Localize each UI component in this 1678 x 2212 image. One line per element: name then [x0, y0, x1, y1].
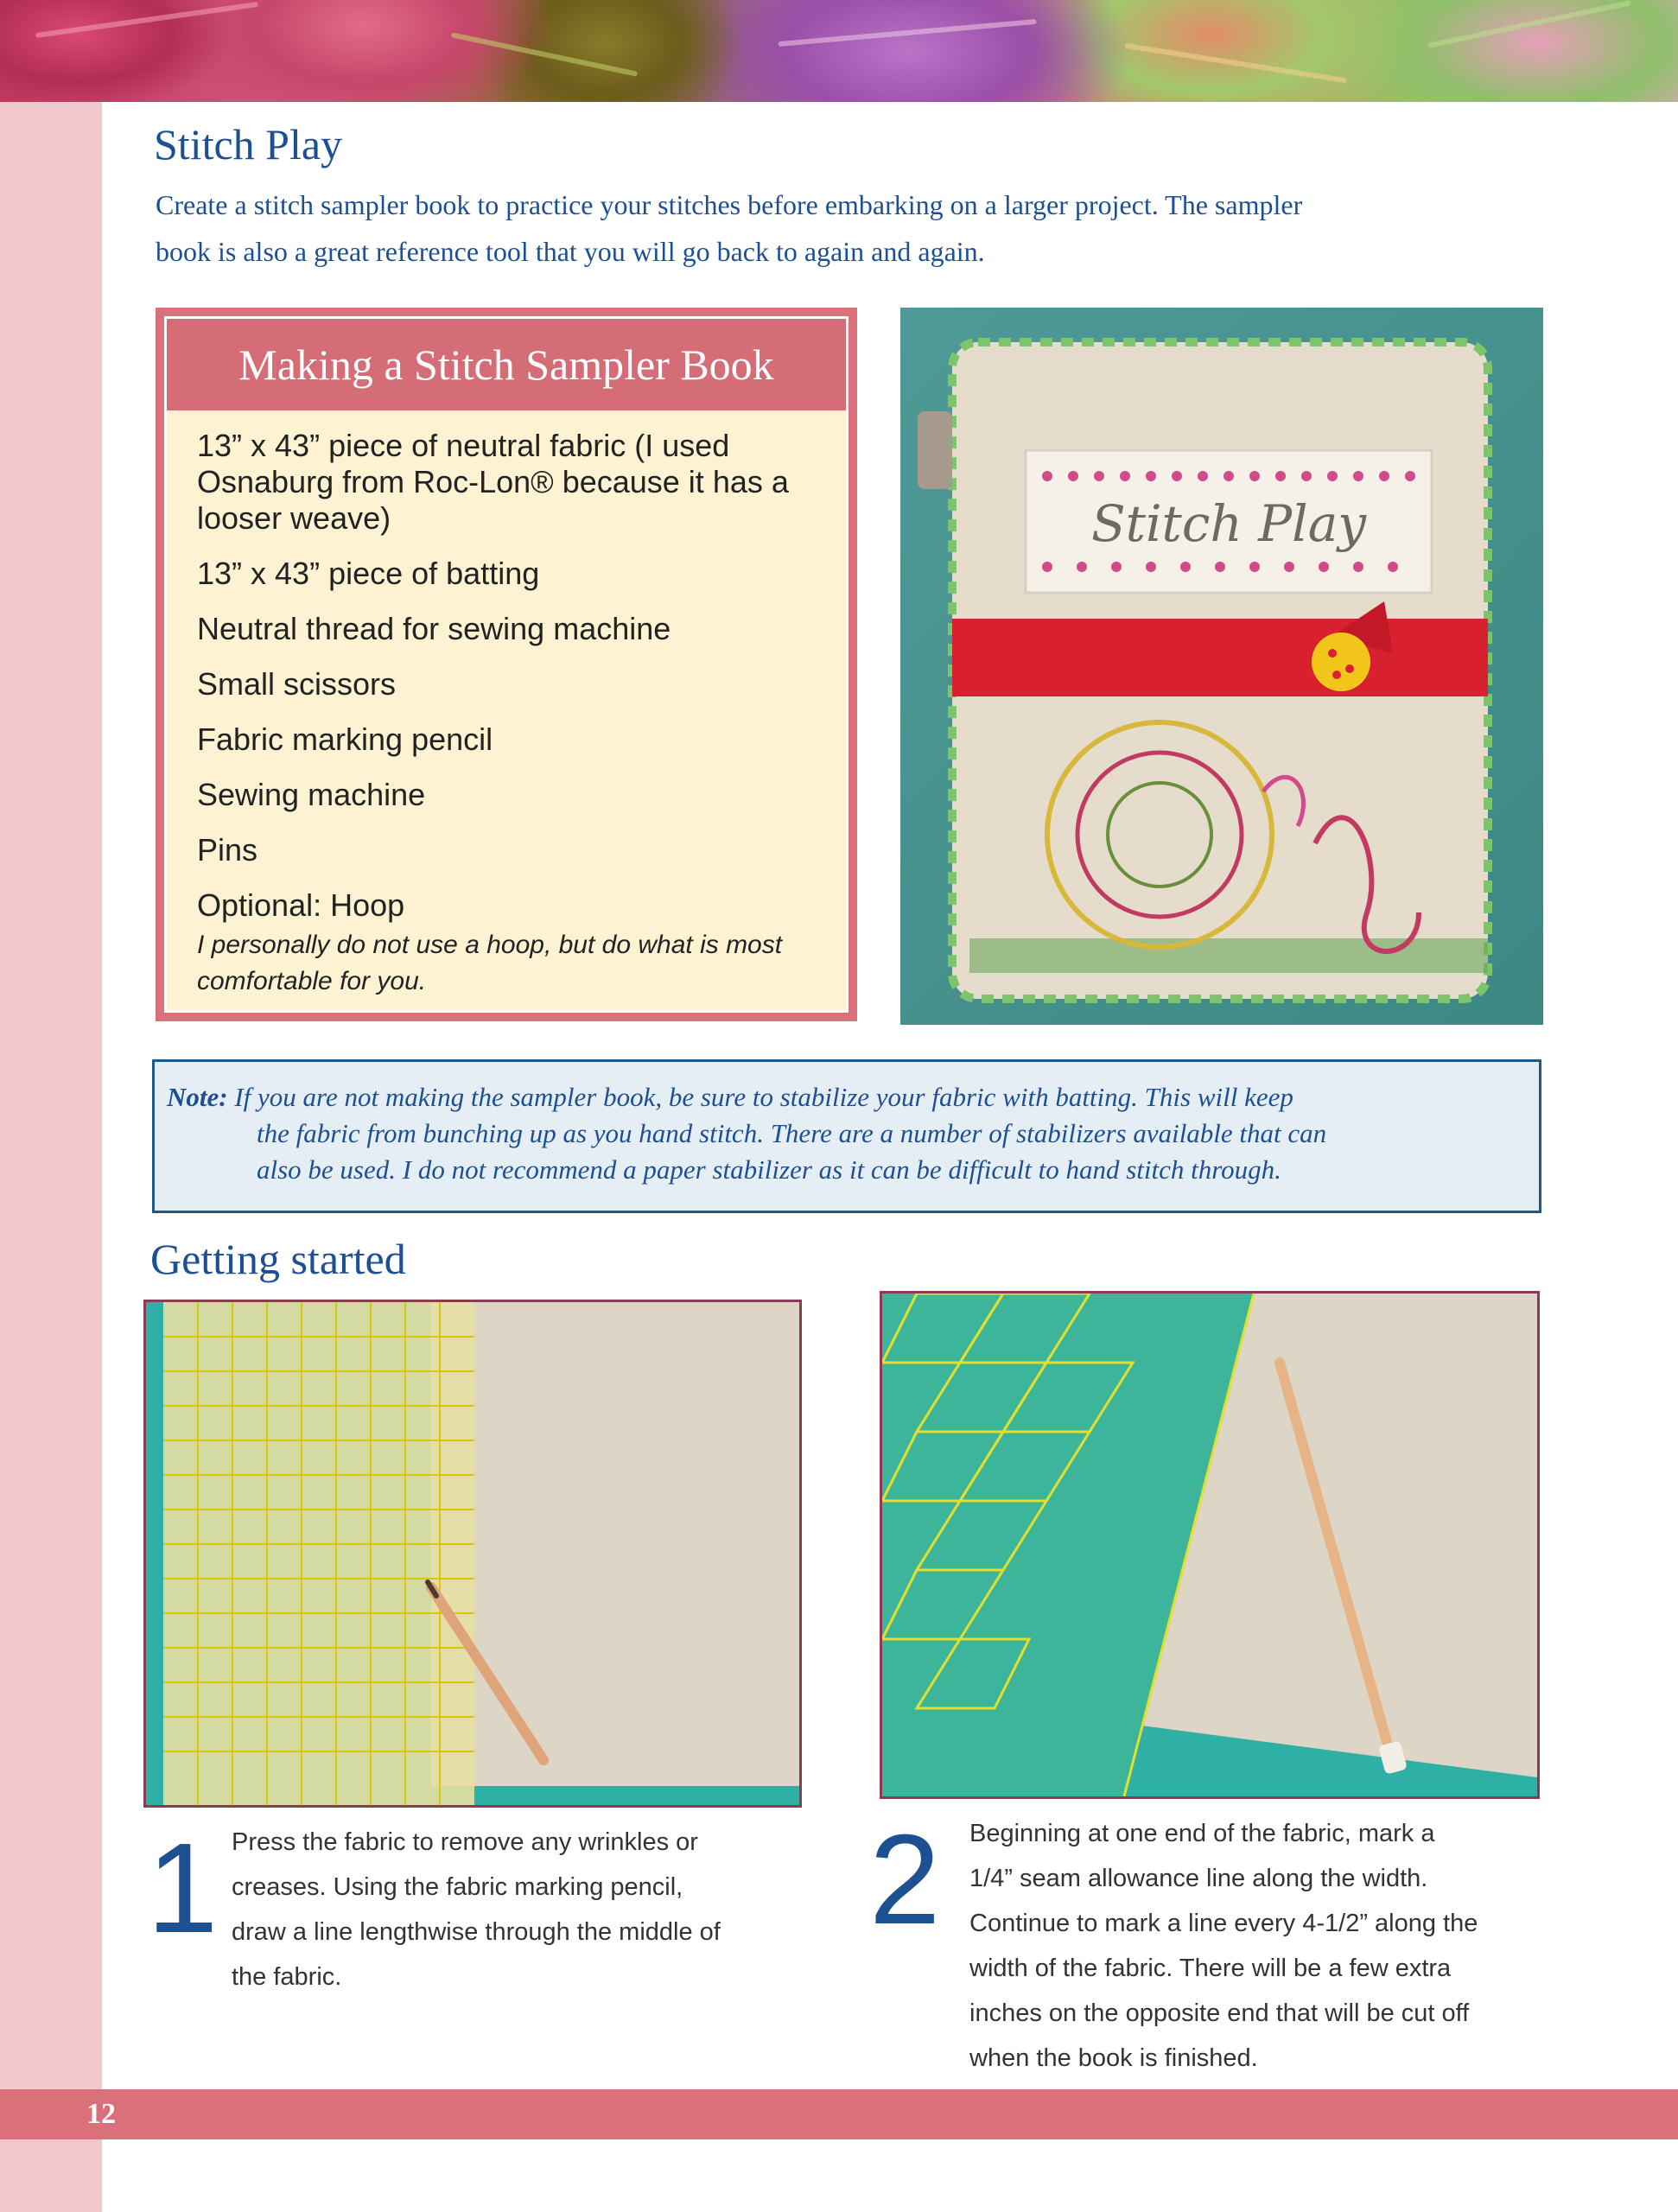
step-2-line: Continue to mark a line every 4-1/2” along the [969, 1910, 1478, 1937]
supply-list [167, 410, 846, 1000]
supply-item: Neutral thread for sewing machine [197, 611, 671, 646]
note-line: If you are not making the sampler book, be sure to stabilize your fabric with batting. This will keep [234, 1082, 1293, 1112]
ruler-on-fabric-illustration [146, 1302, 799, 1805]
step-2-text [969, 1811, 1574, 2081]
step-2-photo [880, 1291, 1540, 1799]
step-1-text [232, 1820, 819, 1999]
supply-list-box [156, 308, 857, 1021]
intro-paragraph [156, 181, 1555, 275]
intro-line: Create a stitch sampler book to practice your stitches before embarking on a larger project. The sampler [156, 189, 1303, 220]
supply-item: 13” x 43” piece of neutral fabric (I used Osnaburg from Roc-Lon® because it has a looser weave) [197, 428, 789, 536]
supply-item: Sewing machine [197, 777, 426, 812]
step-2-line: inches on the opposite end that will be cut off [969, 1999, 1470, 2027]
supply-item: 13” x 43” piece of batting [197, 556, 540, 591]
supply-footnote: I personally do not use a hoop, but do what is most comfortable for you. [197, 931, 783, 995]
footer-bar [0, 2089, 1678, 2139]
note-label: Note: [167, 1082, 228, 1112]
sampler-book-illustration [900, 308, 1543, 1025]
step-1-number: 1 [147, 1817, 219, 1960]
supply-item: Small scissors [197, 666, 397, 702]
step-2-line: Beginning at one end of the fabric, mark a [969, 1820, 1435, 1847]
page-number: 12 [86, 2098, 116, 2130]
left-margin-bar [0, 102, 102, 2212]
step-2-number: 2 [869, 1808, 941, 1951]
step-1-line: Press the fabric to remove any wrinkles or [232, 1828, 698, 1856]
note-line: also be used. I do not recommend a paper stabilizer as it can be difficult to hand stitch through. [257, 1154, 1281, 1185]
step-1-photo [143, 1300, 802, 1808]
ruler-marking-illustration [882, 1294, 1537, 1796]
note-line: the fabric from bunching up as you hand stitch. There are a number of stabilizers available that can [257, 1118, 1327, 1148]
step-1-line: the fabric. [232, 1963, 342, 1991]
step-1-line: draw a line lengthwise through the middle of [232, 1918, 721, 1946]
step-2-line: width of the fabric. There will be a few extra [969, 1955, 1452, 1982]
section-title-stitch-play: Stitch Play [154, 120, 343, 168]
supply-box-title: Making a Stitch Sampler Book [167, 319, 846, 410]
supply-item: Optional: Hoop [197, 887, 405, 923]
step-2-line: 1/4” seam allowance line along the width. [969, 1865, 1428, 1892]
supply-item: Fabric marking pencil [197, 721, 493, 757]
step-1-line: creases. Using the fabric marking pencil, [232, 1873, 683, 1901]
book-cover-label: Stitch Play [1090, 494, 1367, 553]
intro-line: book is also a great reference tool that you will go back to again and again. [156, 236, 985, 267]
yarn-banner-image [0, 0, 1678, 102]
supply-item: Pins [197, 832, 258, 868]
note-box [152, 1059, 1541, 1213]
sampler-book-photo [900, 308, 1543, 1025]
section-title-getting-started: Getting started [150, 1235, 406, 1283]
step-2-line: when the book is finished. [969, 2044, 1258, 2072]
